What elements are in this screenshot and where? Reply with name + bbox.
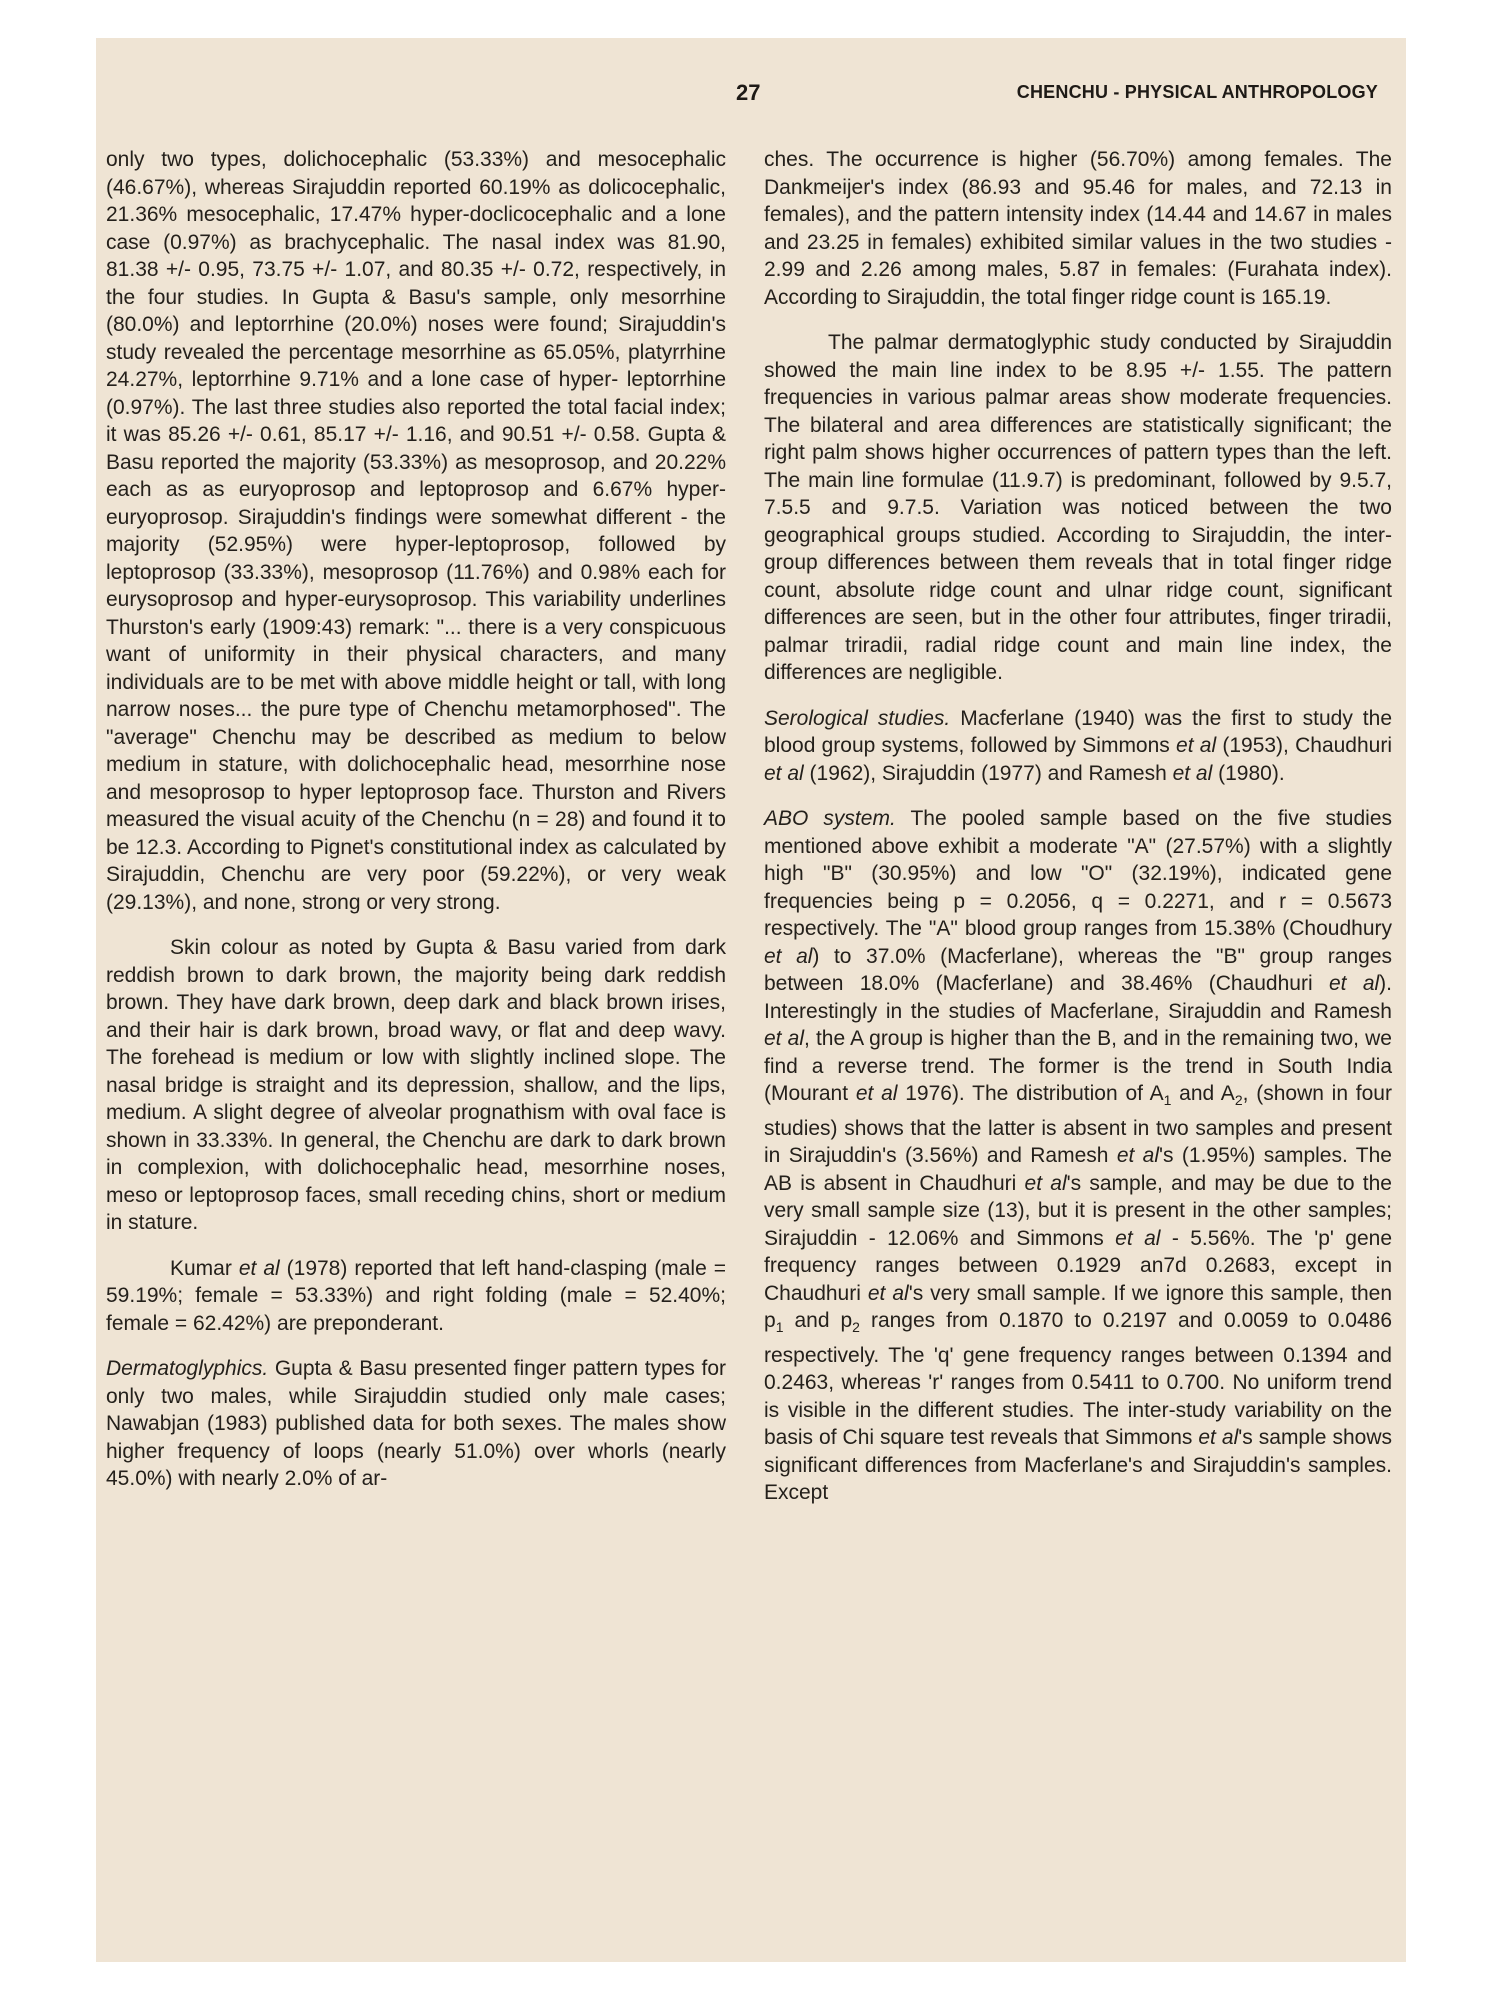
running-head: CHENCHU - PHYSICAL ANTHROPOLOGY [1016, 82, 1378, 102]
text-run: (1980). [1212, 761, 1285, 785]
et-al-italic: et al [867, 1281, 909, 1305]
text-run: 's (1.95%) samples. The AB is absent in Chaudhuri [764, 1144, 1392, 1195]
text-run: Kumar [170, 1256, 239, 1280]
subscript: 1 [775, 1319, 784, 1336]
left-paragraph-anthropometry: only two types, dolichocephalic (53.33%) and mesocephalic (46.67%), whereas Sirajuddin reported 60.19% as dolicocephalic, 21.36% mesocephalic, 17.47% hyper-doclicocephalic and a lone case (0.97%) as brachycephalic. The nasal index was 81.90, 81.38 +/- 0.95, 73.75 +/- 1.07, and 80.35 +/- 0.72, respectively, in the four studies. In Gupta & Basu's sample, only mesorrhine (80.0%) and leptorrhine (20.0%) noses were found; Sirajuddin's study revealed the percentage mesorrhine as 65.05%, platyrrhine 24.27%, leptorrhine 9.71% and a lone case of hyper- leptorrhine (0.97%). The last three studies also reported the total facial index; it was 85.26 +/- 0.61, 85.17 +/- 1.16, and 90.51 +/- 0.58. Gupta & Basu reported the majority (53.33%) as mesoprosop, and 20.22% each as as euryoprosop and leptoprosop and 6.67% hyper-euryoprosop. Sirajuddin's findings were somewhat different - the majority (52.95%) were hyper-leptoprosop, followed by leptoprosop (33.33%), mesoprosop (11.76%) and 0.98% each for eurysoprosop and hyper-eurysoprosop. This variability underlines Thurston's early (1909:43) remark: "... there is a very conspicuous want of uniformity in their physical characters, and many individuals are to be met with above middle height or tall, with long narrow noses... the pure type of Chenchu metamorphosed". The "average" Chenchu may be described as medium to below medium in stature, with dolichocephalic head, mesorrhine nose and mesoprosop to hyper leptoprosop face. Thurston and Rivers measured the visual acuity of the Chenchu (n = 28) and found it to be 12.3. According to Pignet's constitutional index as calculated by Sirajuddin, Chenchu are very poor (59.22%), or very weak (29.13%), and none, strong or very strong. [106, 148, 726, 914]
et-al-italic: et al [1328, 972, 1380, 995]
et-al-italic: et al [855, 1082, 898, 1105]
subscript: 1 [1163, 1092, 1172, 1109]
book-page [96, 38, 1406, 1962]
text-run: ) to 37.0% (Macferlane), whereas the "B" group ranges between 18.0% (Macferlane) and 38.46% (Chaudhuri [764, 944, 1392, 995]
left-paragraph-dermatoglyphics [106, 1355, 726, 1493]
text-run: 1976). The distribution of A [897, 1082, 1164, 1105]
subscript: 2 [1234, 1092, 1243, 1109]
text-run: ranges from 0.1870 to 0.2197 and 0.0059 to 0.0486 respectively. The 'q' gene frequency ranges between 0.1394 and 0.2463, whereas 'r' ranges from 0.5411 to 0.700. No uniform trend is visible in the different studies. The inter-study variability on the basis of Chi square test reveals that Simmons [764, 1309, 1392, 1450]
text-run: (1978) reported that left hand-clasping (male = 59.19%; female = 53.33%) and right folding (male = 52.40%; female = 62.42%) are preponderant. [106, 1256, 726, 1335]
text-run: ). Interestingly in the studies of Macferlane, Sirajuddin and Ramesh [764, 972, 1392, 1023]
section-run-in-heading: Serological studies. [764, 706, 951, 730]
page-header [96, 78, 1406, 118]
text-run: , (shown in four studies) shows that the latter is absent in two samples and present in Sirajuddin's (3.56%) and Ramesh [764, 1082, 1392, 1168]
text-run: , the A group is higher than the B, and in the remaining two, we find a reverse trend. The former is the trend in South India (Mourant [764, 1027, 1392, 1105]
text-run: - 5.56%. The 'p' gene frequency ranges between 0.1929 an7d 0.2683, except in Chaudhuri [764, 1226, 1392, 1305]
text-run: and A [1171, 1082, 1235, 1105]
right-paragraph-serological [764, 705, 1392, 788]
text-run: 's very small sample. If we ignore this sample, then p [764, 1281, 1392, 1333]
et-al-italic: et al [764, 761, 804, 785]
text-run: The pooled sample based on the five studies mentioned above exhibit a moderate "A" (27.57%) with a slightly high "B" (30.95%) and low "O" (32.19%), indicated gene frequencies being p = 0.2056, q = 0.2271, and r = 0.5673 respectively. The "A" blood group ranges from 15.38% (Choudhury [764, 807, 1392, 940]
et-al-italic: et al [1115, 1226, 1161, 1250]
subscript: 2 [852, 1319, 860, 1336]
text-run: (1953), Chaudhuri [1216, 734, 1393, 757]
et-al-italic: et al [238, 1256, 280, 1280]
et-al-italic: et al [1172, 761, 1213, 785]
right-column [764, 146, 1392, 1525]
right-paragraph-palmar: The palmar dermatoglyphic study conducted by Sirajuddin showed the main line index to be 8.95 +/- 1.55. The pattern frequencies in various palmar areas show moderate frequencies. The bilateral and area differences are statistically significant; the right palm shows higher occurrences of pattern types than the left. The main line formulae (11.9.7) is predominant, followed by 9.5.7, 7.5.5 and 9.7.5. Variation was noticed between the two geographical groups studied. According to Sirajuddin, the inter-group differences between them reveals that in total finger ridge count, absolute ridge count and ulnar ridge count, significant differences are seen, but in the other four attributes, finger triradii, palmar triradii, radial ridge count and main line index, the differences are negligible. [764, 331, 1392, 684]
et-al-italic: et al [1116, 1144, 1160, 1168]
text-run: Macferlane (1940) was the first to study the blood group systems, followed by Simmons [764, 706, 1392, 757]
text-run: (1962), Sirajuddin (1977) and Ramesh [803, 761, 1173, 785]
left-paragraph-skin-colour: Skin colour as noted by Gupta & Basu varied from dark reddish brown to dark brown, the majority being dark reddish brown. They have dark brown, deep dark and black brown irises, and their hair is dark brown, broad wavy, or flat and deep wavy. The forehead is medium or low with slightly inclined slope. The nasal bridge is straight and its depression, shallow, and the lips, medium. A slight degree of alveolar prognathism with oval face is shown in 33.33%. In general, the Chenchu are dark to dark brown in complexion, with dolichocephalic head, mesorrhine noses, meso or leptoprosop faces, small receding chins, short or medium in stature. [106, 936, 726, 1234]
et-al-italic: et al [1176, 734, 1217, 757]
page-number: 27 [736, 80, 761, 105]
section-run-in-heading: Dermatoglyphics. [106, 1357, 269, 1380]
right-paragraph-abo-system [764, 805, 1392, 1507]
section-run-in-heading: ABO system. [764, 807, 896, 830]
text-run: 's sample, and may be due to the very small sample size (13), but it is present in the other samples; Sirajuddin - 12.06% and Simmons [764, 1171, 1392, 1250]
left-paragraph-hand-clasping [106, 1255, 726, 1338]
et-al-italic: et al [764, 944, 813, 968]
right-paragraph-dermatoglyphics-cont: ches. The occurrence is higher (56.70%) among females. The Dankmeijer's index (86.93 and 95.46 for males, and 72.13 in females), and the pattern intensity index (14.44 and 14.67 in males and 23.25 in females) exhibited similar values in the two studies - 2.99 and 2.26 among males, 5.87 in females: (Furahata index). According to Sirajuddin, the total finger ridge count is 165.19. [764, 148, 1392, 309]
text-run: 's sample shows significant differences from Macferlane's and Sirajuddin's samples. Except [764, 1426, 1392, 1505]
left-column [106, 146, 726, 1511]
et-al-italic: et al [1024, 1171, 1067, 1195]
text-run: and p [783, 1309, 853, 1333]
text-run: Gupta & Basu presented finger pattern types for only two males, while Sirajuddin studied only male cases; Nawabjan (1983) published data for both sexes. The males show higher frequency of loops (nearly 51.0%) over whorls (nearly 45.0%) with nearly 2.0% of ar- [106, 1357, 726, 1490]
et-al-italic: et al [764, 1027, 804, 1050]
et-al-italic: et al [1198, 1426, 1239, 1450]
